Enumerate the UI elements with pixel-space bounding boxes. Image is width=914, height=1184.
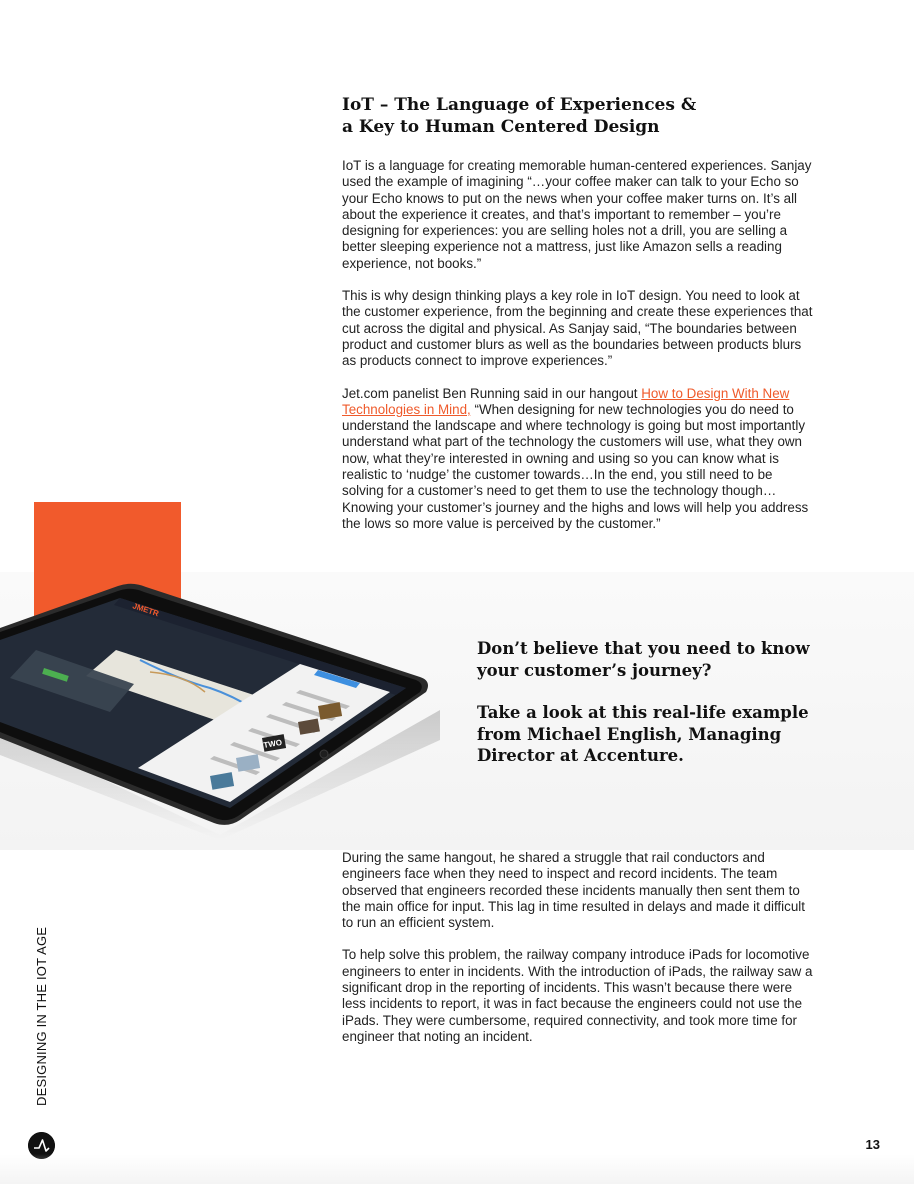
- paragraph-3-intro: Jet.com panelist Ben Running said in our hangout: [342, 385, 642, 401]
- footer-fade: [0, 1154, 914, 1184]
- body-paragraph-3: [342, 386, 816, 533]
- callout-question: Don’t believe that you need to know your customer’s journey?: [477, 639, 810, 680]
- section-heading: [342, 94, 702, 138]
- lower-paragraph-2: To help solve this problem, the railway company introduce iPads for locomotive engineers to enter in incidents. With the introduction of iPads, the railway saw a significant drop in the reporting of incidents. This wasn’t because there were less incidents to report, it was in fact because the engineers could not use the iPads. They were cumbersome, required connectivity, and took more time for engineer that noting an incident.: [342, 947, 813, 1044]
- body-upper: [342, 158, 816, 548]
- page-number: 13: [865, 1137, 880, 1152]
- body-paragraph-1: IoT is a language for creating memorable human-centered experiences. Sanjay used the example of imagining “…your coffee maker can talk to your Echo so your Echo knows to put on the news when your coffee maker turns on. It’s all about the experience it creates, and that’s important to remember – you’re designing for experiences: you are selling holes not a drill, you are selling a better sleeping experience not a mattress, just like Amazon sells a reading experience, not books.”: [342, 158, 812, 271]
- callout-example: Take a look at this real-life example from Michael English, Managing Director at Accenture.: [477, 703, 809, 765]
- tablet-badge-text: TWO: [262, 737, 283, 750]
- body-lower: [342, 850, 816, 1061]
- body-paragraph-2: This is why design thinking plays a key role in IoT design. You need to look at the customer experience, from the beginning and create these experiences that cut across the digital and physical. As Sanjay said, “The boundaries between product and customer blurs as well as the boundaries between products blurs as products connect to improve experiences.”: [342, 288, 813, 369]
- lower-paragraph-1: During the same hangout, he shared a struggle that rail conductors and engineers face when they need to inspect and record incidents. The team observed that engineers recorded these incidents manually then sent them to the main office for input. This lag in time resulted in delays and made it difficult to run an efficient system.: [342, 850, 805, 931]
- hangout-link[interactable]: How to Design With New Technologies in Mind,: [342, 385, 790, 417]
- heading-line-1: IoT – The Language of Experiences &: [342, 95, 697, 115]
- heading-line-2: a Key to Human Centered Design: [342, 117, 660, 137]
- tablet-image: [0, 580, 440, 840]
- callout-box: [477, 638, 817, 788]
- paragraph-3-quote: “When designing for new technologies you do need to understand the landscape and where technology is going but most importantly understand what part of the technology the customers will use, what they own now, what they’re interested in owning and using so you can know what is realistic to ‘nudge’ the customer towards…In the end, you still need to be solving for a customer’s need to get them to use the technology though…Knowing your customer’s journey and the highs and lows will help you address the lows so more value is perceived by the customer.”: [342, 401, 809, 531]
- sidebar-section-label: DESIGNING IN THE IOT AGE: [34, 926, 49, 1106]
- tablet-brand-text: JMETR: [131, 601, 160, 619]
